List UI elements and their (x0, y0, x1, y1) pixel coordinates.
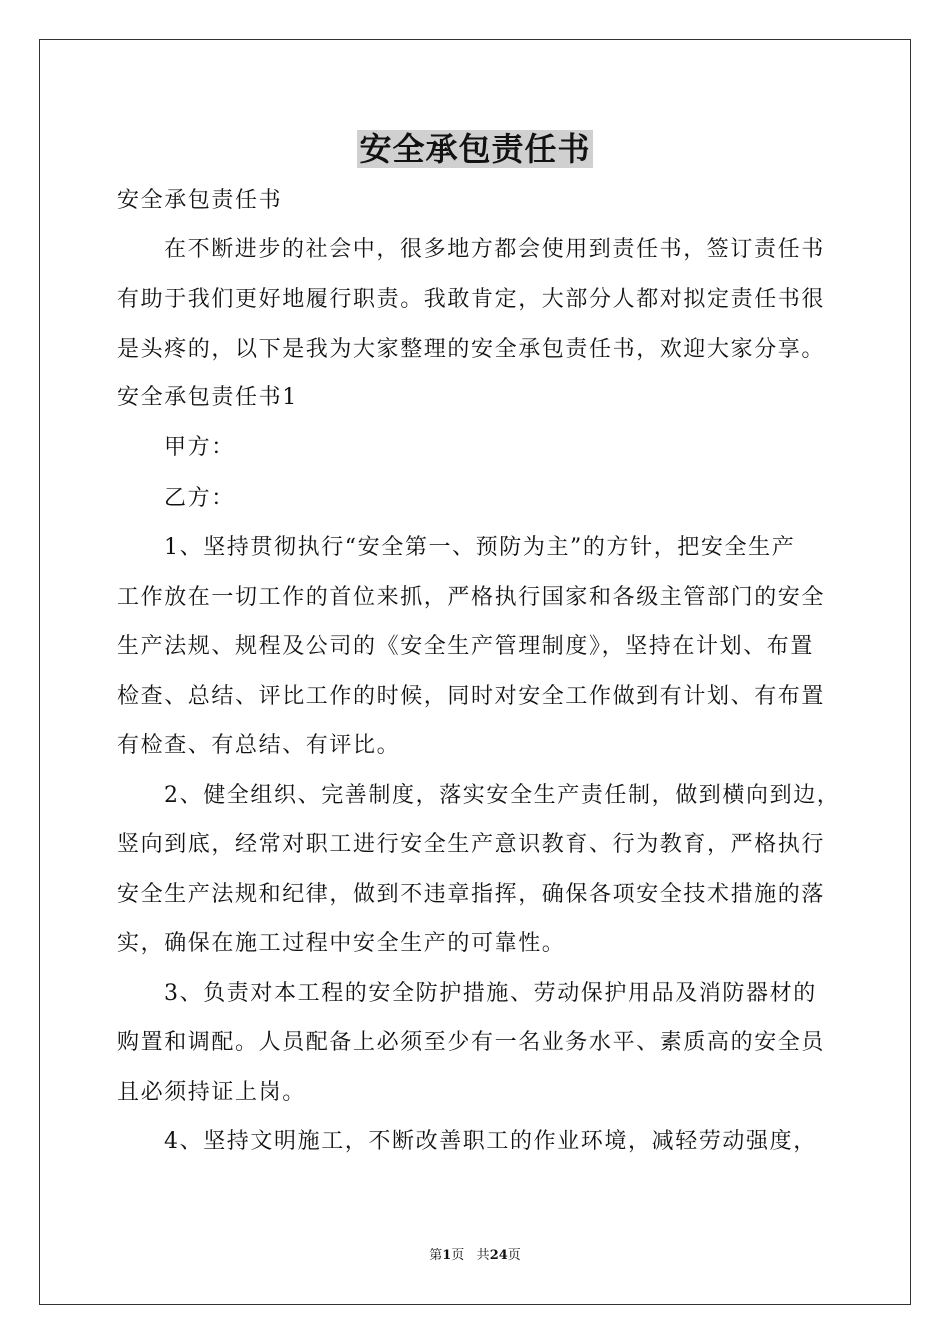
paragraph-line: 4、坚持文明施工，不断改善职工的作业环境，减轻劳动强度， (164, 1129, 817, 1154)
paragraph-line: 有助于我们更好地履行职责。我敢肯定，大部分人都对拟定责任书很 (117, 287, 826, 312)
paragraph-line: 1、坚持贯彻执行“安全第一、预防为主”的方针，把安全生产 (164, 535, 796, 560)
page-prefix: 第 (429, 1248, 443, 1263)
page-footer (0, 1247, 950, 1265)
page-border (39, 39, 911, 1305)
paragraph-line: 3、负责对本工程的安全防护措施、劳动保护用品及消防器材的 (164, 981, 817, 1006)
paragraph-line: 工作放在一切工作的首位来抓，严格执行国家和各级主管部门的安全 (117, 585, 826, 610)
paragraph-line: 生产法规、规程及公司的《安全生产管理制度》，坚持在计划、布置 (117, 634, 815, 659)
paragraph-line: 安全生产法规和纪律，做到不违章指挥，确保各项安全技术措施的落 (117, 882, 826, 907)
paragraph-line: 且必须持证上岗。 (117, 1080, 306, 1105)
paragraph-line: 是头疼的，以下是我为大家整理的安全承包责任书，欢迎大家分享。 (117, 337, 826, 362)
subtitle-line: 安全承包责任书 (117, 188, 283, 213)
total-suffix: 页 (507, 1248, 521, 1263)
page-suffix: 页 (451, 1248, 465, 1263)
document-title: 安全承包责任书 (359, 130, 591, 168)
paragraph-line: 检查、总结、评比工作的时候，同时对安全工作做到有计划、有布置 (117, 684, 826, 709)
party-b-line: 乙方： (164, 486, 235, 511)
paragraph-line: 实，确保在施工过程中安全生产的可靠性。 (117, 931, 566, 956)
page-number: 1 (442, 1248, 452, 1263)
section-heading: 安全承包责任书1 (117, 385, 298, 410)
paragraph-line: 竖向到底，经常对职工进行安全生产意识教育、行为教育，严格执行 (117, 832, 826, 857)
document-title-wrapper (0, 128, 950, 176)
paragraph-line: 2、健全组织、完善制度，落实安全生产责任制，做到横向到边， (164, 783, 841, 808)
total-pages: 24 (489, 1248, 508, 1263)
paragraph-line: 在不断进步的社会中，很多地方都会使用到责任书，签订责任书 (164, 237, 825, 262)
paragraph-line: 有检查、有总结、有评比。 (117, 733, 401, 758)
paragraph-line: 购置和调配。人员配备上必须至少有一名业务水平、素质高的安全员 (117, 1030, 826, 1055)
total-prefix: 共 (476, 1248, 490, 1263)
party-a-line: 甲方： (164, 435, 235, 460)
